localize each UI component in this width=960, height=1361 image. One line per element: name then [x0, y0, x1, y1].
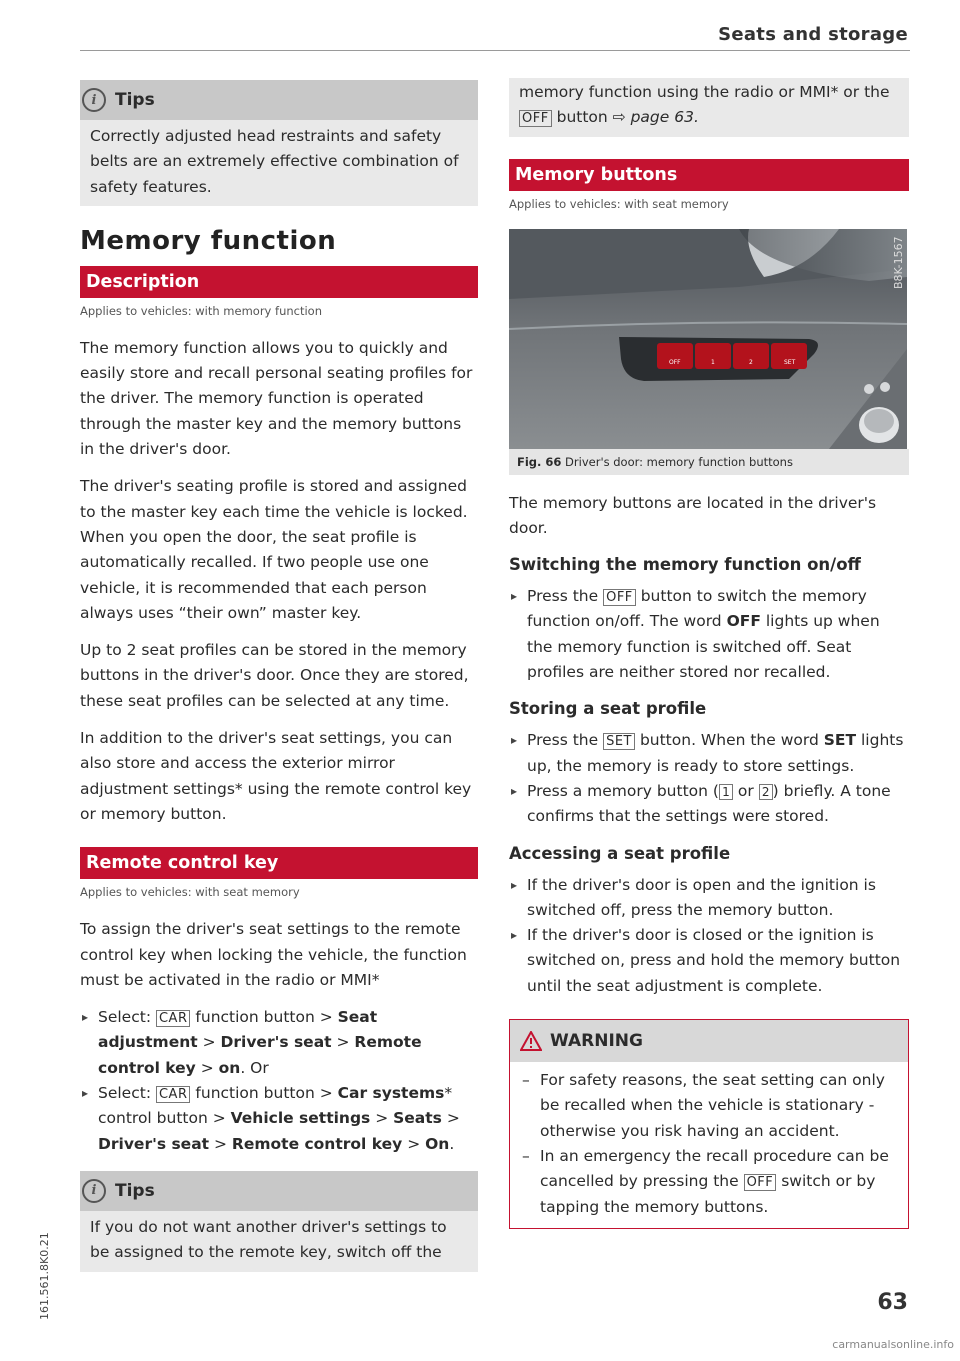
- list-item: ▸ Select: CAR function button > Seat adjustment > Driver's seat > Remote control key > on. Or: [80, 1005, 478, 1081]
- paragraph: Up to 2 seat profiles can be stored in the memory buttons in the driver's door. Once they are stored, these seat profiles can be selected at any time.: [80, 641, 469, 710]
- memory-button-1: 1: [719, 784, 733, 800]
- instruction-list: [509, 728, 909, 829]
- paragraph: The memory function allows you to quickly and easily store and recall personal seating profiles for the driver. The memory function is operated through the master key and the memory buttons in the driver's door.: [80, 338, 473, 459]
- list-item: ▸ If the driver's door is closed or the ignition is switched on, press and hold the memory button until the seat adjustment is complete.: [509, 923, 909, 999]
- subheading: Accessing a seat profile: [509, 843, 731, 863]
- off-button: OFF: [519, 110, 552, 127]
- warning-icon: [520, 1031, 542, 1051]
- list-item: ▸ Select: CAR function button > Car systems* control button > Vehicle settings > Seats > Driver's seat > Remote control key > On.: [80, 1081, 478, 1157]
- warning-label: WARNING: [550, 1031, 643, 1052]
- off-button: OFF: [744, 1174, 777, 1191]
- set-button: SET: [603, 733, 635, 750]
- tips-label: Tips: [115, 90, 155, 110]
- tips-box: [80, 1171, 478, 1272]
- section-title: Memory function: [80, 225, 337, 256]
- right-column: [509, 78, 909, 1229]
- instruction-list: [509, 873, 909, 999]
- tips-text: If you do not want another driver's settings to be assigned to the remote key, switch off the: [90, 1217, 447, 1262]
- door-figure: [509, 229, 907, 449]
- tips-text: Correctly adjusted head restraints and safety belts are an extremely effective combination of safety features.: [90, 127, 459, 196]
- applies-note: Applies to vehicles: with seat memory: [509, 196, 729, 211]
- instruction-list: [80, 1005, 478, 1157]
- description-heading: Description: [80, 266, 478, 298]
- applies-note: Applies to vehicles: with memory function: [80, 303, 322, 318]
- side-code: 161.561.8K0.21: [38, 1232, 51, 1320]
- warning-item: – In an emergency the recall procedure can be cancelled by pressing the OFF switch or by tapping the memory buttons.: [520, 1144, 898, 1220]
- list-item: ▸ Press the SET button. When the word SET lights up, the memory is ready to store settings.: [509, 728, 909, 779]
- watermark: carmanualsonline.info: [832, 1338, 954, 1351]
- figure-id: B8K-1567: [892, 236, 905, 289]
- left-column: [80, 80, 478, 1272]
- figure-caption: Fig. 66 Driver's door: memory function buttons: [509, 449, 909, 475]
- running-header: Seats and storage: [718, 24, 908, 45]
- applies-note: Applies to vehicles: with seat memory: [80, 885, 300, 900]
- header-rule: [80, 50, 910, 51]
- paragraph: The memory buttons are located in the driver's door.: [509, 493, 877, 537]
- tips-continuation: memory function using the radio or MMI* or the OFF button ⇨ page 63.: [509, 78, 909, 137]
- list-item: ▸ Press the OFF button to switch the memory function on/off. The word OFF lights up when the memory function is switched off. Seat profiles are neither stored nor recalled.: [509, 584, 909, 685]
- page-number: 63: [877, 1290, 908, 1315]
- info-icon: i: [82, 1179, 106, 1203]
- warning-box: [509, 1019, 909, 1229]
- paragraph: In addition to the driver's seat settings, you can also store and access the exterior mirror adjustment settings* using the remote control key or memory button.: [80, 729, 472, 823]
- remote-heading: Remote control key: [80, 847, 478, 879]
- door-panel-illustration: [509, 229, 907, 449]
- tips-box: [80, 80, 478, 206]
- memory-button-2: 2: [759, 784, 773, 800]
- warning-item: – For safety reasons, the seat setting can only be recalled when the vehicle is stationary - otherwise you risk having an accident.: [520, 1068, 898, 1144]
- subheading: Storing a seat profile: [509, 699, 707, 719]
- warning-body: [510, 1062, 908, 1228]
- off-button: OFF: [603, 589, 636, 606]
- memory-buttons-heading: Memory buttons: [509, 159, 909, 191]
- fig-label-off: OFF: [669, 358, 681, 366]
- page-reference: ⇨ page 63.: [612, 108, 699, 127]
- car-button: CAR: [156, 1010, 191, 1027]
- paragraph: To assign the driver's seat settings to the remote control key when locking the vehicle, the function must be activated in the radio or MMI*: [80, 920, 467, 989]
- warning-header: [510, 1020, 908, 1062]
- fig-label-set: SET: [784, 358, 796, 366]
- tips-header: [80, 1171, 478, 1211]
- list-item: ▸ Press a memory button ( 1 or 2 ) briefly. A tone confirms that the settings were stored.: [509, 779, 909, 830]
- fig-label-2: 2: [749, 358, 753, 366]
- paragraph: The driver's seating profile is stored and assigned to the master key each time the vehicle is locked. When you open the door, the seat profile is automatically recalled. If two people use one vehicle, it is recommended that each person always uses “their own” master key.: [80, 477, 468, 622]
- info-icon: i: [82, 88, 106, 112]
- list-item: ▸ If the driver's door is open and the ignition is switched off, press the memory button.: [509, 873, 909, 924]
- subheading: Switching the memory function on/off: [509, 555, 861, 575]
- tips-header: [80, 80, 478, 120]
- instruction-list: [509, 584, 909, 685]
- car-button: CAR: [156, 1086, 191, 1103]
- fig-label-1: 1: [711, 358, 715, 366]
- tips-label: Tips: [115, 1180, 155, 1201]
